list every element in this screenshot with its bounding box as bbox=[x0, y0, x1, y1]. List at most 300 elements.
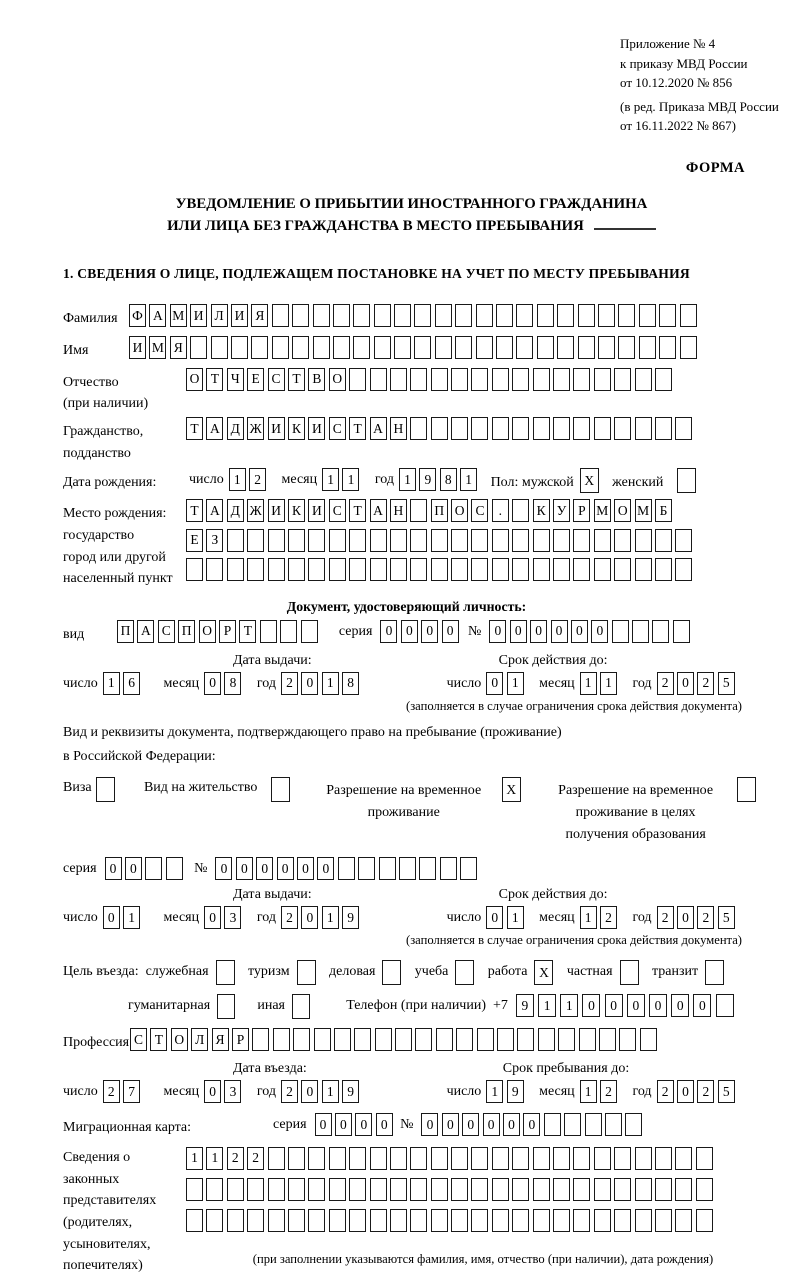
char-box[interactable]: М bbox=[594, 499, 611, 522]
char-box[interactable] bbox=[553, 368, 570, 391]
char-box[interactable] bbox=[492, 417, 509, 440]
char-box[interactable]: 0 bbox=[693, 994, 711, 1017]
char-box[interactable] bbox=[460, 857, 477, 880]
char-box[interactable] bbox=[557, 336, 574, 359]
surname-input[interactable] bbox=[129, 304, 700, 327]
char-box[interactable] bbox=[349, 529, 366, 552]
char-box[interactable] bbox=[655, 368, 672, 391]
char-box[interactable]: Р bbox=[219, 620, 236, 643]
name-input[interactable] bbox=[129, 336, 700, 359]
char-box[interactable]: В bbox=[308, 368, 325, 391]
char-box[interactable] bbox=[578, 304, 595, 327]
char-box[interactable] bbox=[431, 417, 448, 440]
char-box[interactable] bbox=[252, 1028, 269, 1051]
char-box[interactable] bbox=[471, 1209, 488, 1232]
char-box[interactable]: Т bbox=[186, 417, 203, 440]
char-box[interactable] bbox=[533, 1209, 550, 1232]
char-box[interactable]: И bbox=[308, 417, 325, 440]
char-box[interactable] bbox=[659, 336, 676, 359]
char-box[interactable]: 0 bbox=[591, 620, 608, 643]
char-box[interactable] bbox=[145, 857, 162, 880]
char-box[interactable]: 1 bbox=[580, 906, 597, 929]
char-box[interactable]: 0 bbox=[421, 1113, 438, 1136]
char-box[interactable] bbox=[598, 336, 615, 359]
char-box[interactable] bbox=[594, 529, 611, 552]
char-box[interactable] bbox=[166, 857, 183, 880]
char-box[interactable] bbox=[301, 620, 318, 643]
char-box[interactable] bbox=[455, 336, 472, 359]
char-box[interactable]: 5 bbox=[718, 1080, 735, 1103]
residence-permit-checkbox[interactable] bbox=[271, 776, 293, 802]
char-box[interactable] bbox=[492, 1147, 509, 1170]
char-box[interactable] bbox=[512, 368, 529, 391]
char-box[interactable] bbox=[544, 1113, 561, 1136]
char-box[interactable] bbox=[614, 368, 631, 391]
char-box[interactable] bbox=[354, 1028, 371, 1051]
char-box[interactable] bbox=[390, 1147, 407, 1170]
char-box[interactable] bbox=[410, 368, 427, 391]
char-box[interactable] bbox=[553, 1147, 570, 1170]
char-box[interactable] bbox=[292, 336, 309, 359]
char-box[interactable] bbox=[673, 620, 690, 643]
char-box[interactable]: К bbox=[533, 499, 550, 522]
residence-valid-day-input[interactable] bbox=[486, 906, 527, 929]
char-box[interactable]: 0 bbox=[256, 857, 273, 880]
char-box[interactable] bbox=[477, 1028, 494, 1051]
char-box[interactable] bbox=[349, 1209, 366, 1232]
char-box[interactable]: 0 bbox=[401, 620, 418, 643]
char-box[interactable] bbox=[471, 1147, 488, 1170]
char-box[interactable] bbox=[370, 1178, 387, 1201]
char-box[interactable]: 0 bbox=[571, 620, 588, 643]
char-box[interactable]: 2 bbox=[697, 672, 714, 695]
char-box[interactable]: 2 bbox=[600, 1080, 617, 1103]
char-box[interactable] bbox=[415, 1028, 432, 1051]
char-box[interactable] bbox=[573, 1209, 590, 1232]
char-box[interactable] bbox=[537, 336, 554, 359]
title-blank-line[interactable] bbox=[594, 216, 656, 230]
char-box[interactable] bbox=[374, 304, 391, 327]
identity-issue-month-input[interactable] bbox=[204, 672, 245, 695]
char-box[interactable]: Т bbox=[349, 417, 366, 440]
char-box[interactable]: 1 bbox=[206, 1147, 223, 1170]
char-box[interactable]: 0 bbox=[677, 906, 694, 929]
char-box[interactable] bbox=[492, 558, 509, 581]
identity-valid-year-input[interactable] bbox=[657, 672, 739, 695]
representatives-input-row3[interactable] bbox=[186, 1209, 716, 1232]
char-box[interactable] bbox=[410, 417, 427, 440]
char-box[interactable] bbox=[308, 1178, 325, 1201]
birth-year-input[interactable] bbox=[399, 468, 481, 491]
char-box[interactable]: 1 bbox=[103, 672, 120, 695]
residence-valid-year-input[interactable] bbox=[657, 906, 739, 929]
char-box[interactable] bbox=[206, 1209, 223, 1232]
char-box[interactable] bbox=[431, 368, 448, 391]
char-box[interactable] bbox=[451, 1147, 468, 1170]
doc-series-input[interactable] bbox=[380, 620, 462, 643]
char-box[interactable] bbox=[471, 529, 488, 552]
phone-input[interactable] bbox=[516, 994, 738, 1017]
stay-until-month-input[interactable] bbox=[580, 1080, 621, 1103]
char-box[interactable]: П bbox=[117, 620, 134, 643]
char-box[interactable]: 3 bbox=[224, 906, 241, 929]
citizenship-input[interactable] bbox=[186, 417, 696, 440]
char-box[interactable] bbox=[533, 1147, 550, 1170]
char-box[interactable] bbox=[186, 1209, 203, 1232]
char-box[interactable] bbox=[533, 529, 550, 552]
char-box[interactable]: 0 bbox=[355, 1113, 372, 1136]
char-box[interactable] bbox=[431, 558, 448, 581]
char-box[interactable]: 0 bbox=[277, 857, 294, 880]
char-box[interactable] bbox=[216, 960, 235, 985]
purpose-study-checkbox[interactable] bbox=[455, 960, 477, 985]
char-box[interactable] bbox=[292, 304, 309, 327]
char-box[interactable] bbox=[614, 1209, 631, 1232]
char-box[interactable] bbox=[471, 558, 488, 581]
char-box[interactable]: Л bbox=[211, 304, 228, 327]
char-box[interactable]: Т bbox=[206, 368, 223, 391]
char-box[interactable]: X bbox=[502, 777, 521, 802]
char-box[interactable]: М bbox=[635, 499, 652, 522]
char-box[interactable]: У bbox=[553, 499, 570, 522]
char-box[interactable]: 0 bbox=[530, 620, 547, 643]
char-box[interactable]: 0 bbox=[523, 1113, 540, 1136]
char-box[interactable] bbox=[635, 558, 652, 581]
char-box[interactable]: Н bbox=[390, 417, 407, 440]
char-box[interactable] bbox=[390, 529, 407, 552]
char-box[interactable]: О bbox=[171, 1028, 188, 1051]
residence-issue-year-input[interactable] bbox=[281, 906, 363, 929]
char-box[interactable]: 2 bbox=[697, 906, 714, 929]
char-box[interactable]: Р bbox=[232, 1028, 249, 1051]
char-box[interactable] bbox=[390, 368, 407, 391]
char-box[interactable]: 2 bbox=[281, 906, 298, 929]
char-box[interactable] bbox=[308, 558, 325, 581]
identity-issue-year-input[interactable] bbox=[281, 672, 363, 695]
char-box[interactable]: 2 bbox=[657, 906, 674, 929]
char-box[interactable]: 2 bbox=[281, 1080, 298, 1103]
char-box[interactable] bbox=[639, 304, 656, 327]
char-box[interactable] bbox=[451, 368, 468, 391]
char-box[interactable] bbox=[349, 368, 366, 391]
birth-place-input-row3[interactable] bbox=[186, 558, 696, 581]
char-box[interactable] bbox=[632, 620, 649, 643]
char-box[interactable] bbox=[533, 558, 550, 581]
entry-day-input[interactable] bbox=[103, 1080, 144, 1103]
char-box[interactable] bbox=[410, 558, 427, 581]
char-box[interactable]: 0 bbox=[297, 857, 314, 880]
char-box[interactable] bbox=[288, 558, 305, 581]
char-box[interactable]: 0 bbox=[503, 1113, 520, 1136]
char-box[interactable] bbox=[288, 529, 305, 552]
sex-male-checkbox[interactable] bbox=[580, 468, 602, 493]
char-box[interactable] bbox=[594, 1209, 611, 1232]
char-box[interactable] bbox=[612, 620, 629, 643]
char-box[interactable]: 0 bbox=[204, 672, 221, 695]
purpose-official-checkbox[interactable] bbox=[216, 960, 238, 985]
birth-month-input[interactable] bbox=[322, 468, 363, 491]
char-box[interactable] bbox=[390, 1209, 407, 1232]
char-box[interactable]: Л bbox=[191, 1028, 208, 1051]
char-box[interactable]: 9 bbox=[507, 1080, 524, 1103]
profession-input[interactable] bbox=[130, 1028, 660, 1051]
char-box[interactable] bbox=[440, 857, 457, 880]
char-box[interactable]: 1 bbox=[342, 468, 359, 491]
char-box[interactable] bbox=[308, 1147, 325, 1170]
residence-valid-month-input[interactable] bbox=[580, 906, 621, 929]
char-box[interactable]: 1 bbox=[507, 672, 524, 695]
char-box[interactable]: 0 bbox=[236, 857, 253, 880]
char-box[interactable]: 2 bbox=[227, 1147, 244, 1170]
char-box[interactable]: 0 bbox=[335, 1113, 352, 1136]
char-box[interactable]: О bbox=[614, 499, 631, 522]
char-box[interactable] bbox=[333, 304, 350, 327]
char-box[interactable] bbox=[375, 1028, 392, 1051]
residence-number-input[interactable] bbox=[215, 857, 480, 880]
char-box[interactable]: Ф bbox=[129, 304, 146, 327]
entry-month-input[interactable] bbox=[204, 1080, 245, 1103]
char-box[interactable]: С bbox=[329, 499, 346, 522]
char-box[interactable] bbox=[349, 1147, 366, 1170]
char-box[interactable] bbox=[553, 1178, 570, 1201]
char-box[interactable]: 0 bbox=[215, 857, 232, 880]
char-box[interactable]: Р bbox=[573, 499, 590, 522]
char-box[interactable] bbox=[655, 529, 672, 552]
char-box[interactable] bbox=[455, 304, 472, 327]
char-box[interactable] bbox=[573, 368, 590, 391]
char-box[interactable] bbox=[635, 529, 652, 552]
char-box[interactable] bbox=[313, 304, 330, 327]
sex-female-checkbox[interactable] bbox=[677, 468, 699, 493]
char-box[interactable] bbox=[358, 857, 375, 880]
char-box[interactable] bbox=[512, 1178, 529, 1201]
char-box[interactable] bbox=[496, 304, 513, 327]
char-box[interactable] bbox=[492, 1178, 509, 1201]
stay-until-year-input[interactable] bbox=[657, 1080, 739, 1103]
char-box[interactable]: И bbox=[308, 499, 325, 522]
char-box[interactable] bbox=[451, 529, 468, 552]
char-box[interactable]: 0 bbox=[376, 1113, 393, 1136]
char-box[interactable] bbox=[292, 994, 310, 1019]
char-box[interactable] bbox=[578, 336, 595, 359]
char-box[interactable] bbox=[558, 1028, 575, 1051]
char-box[interactable] bbox=[227, 1178, 244, 1201]
representatives-input-row2[interactable] bbox=[186, 1178, 716, 1201]
char-box[interactable] bbox=[414, 304, 431, 327]
birth-place-input-row1[interactable] bbox=[186, 499, 675, 522]
char-box[interactable] bbox=[635, 1178, 652, 1201]
char-box[interactable] bbox=[268, 1178, 285, 1201]
char-box[interactable] bbox=[399, 857, 416, 880]
char-box[interactable]: Т bbox=[288, 368, 305, 391]
char-box[interactable]: З bbox=[206, 529, 223, 552]
char-box[interactable] bbox=[382, 960, 401, 985]
char-box[interactable] bbox=[655, 1147, 672, 1170]
char-box[interactable] bbox=[308, 529, 325, 552]
char-box[interactable] bbox=[370, 1209, 387, 1232]
char-box[interactable] bbox=[618, 336, 635, 359]
char-box[interactable]: 0 bbox=[489, 620, 506, 643]
char-box[interactable] bbox=[231, 336, 248, 359]
char-box[interactable]: 1 bbox=[460, 468, 477, 491]
char-box[interactable]: И bbox=[190, 304, 207, 327]
char-box[interactable]: 0 bbox=[442, 1113, 459, 1136]
purpose-business-checkbox[interactable] bbox=[382, 960, 404, 985]
entry-year-input[interactable] bbox=[281, 1080, 363, 1103]
char-box[interactable] bbox=[655, 558, 672, 581]
char-box[interactable]: 2 bbox=[249, 468, 266, 491]
char-box[interactable] bbox=[451, 558, 468, 581]
char-box[interactable] bbox=[96, 777, 115, 802]
char-box[interactable]: 0 bbox=[204, 1080, 221, 1103]
char-box[interactable] bbox=[675, 417, 692, 440]
char-box[interactable] bbox=[390, 1178, 407, 1201]
char-box[interactable] bbox=[619, 1028, 636, 1051]
char-box[interactable] bbox=[675, 1147, 692, 1170]
char-box[interactable]: Б bbox=[655, 499, 672, 522]
char-box[interactable] bbox=[455, 960, 474, 985]
char-box[interactable] bbox=[338, 857, 355, 880]
char-box[interactable] bbox=[247, 1209, 264, 1232]
char-box[interactable] bbox=[410, 529, 427, 552]
char-box[interactable] bbox=[211, 336, 228, 359]
char-box[interactable] bbox=[517, 1028, 534, 1051]
char-box[interactable] bbox=[639, 336, 656, 359]
char-box[interactable]: С bbox=[329, 417, 346, 440]
char-box[interactable] bbox=[206, 1178, 223, 1201]
char-box[interactable] bbox=[390, 558, 407, 581]
char-box[interactable] bbox=[625, 1113, 642, 1136]
char-box[interactable] bbox=[620, 960, 639, 985]
char-box[interactable] bbox=[370, 368, 387, 391]
char-box[interactable]: А bbox=[370, 499, 387, 522]
char-box[interactable]: 1 bbox=[186, 1147, 203, 1170]
char-box[interactable] bbox=[512, 1209, 529, 1232]
char-box[interactable] bbox=[476, 304, 493, 327]
char-box[interactable]: Т bbox=[349, 499, 366, 522]
char-box[interactable] bbox=[516, 304, 533, 327]
char-box[interactable]: 1 bbox=[322, 906, 339, 929]
char-box[interactable]: 0 bbox=[125, 857, 142, 880]
char-box[interactable] bbox=[431, 529, 448, 552]
char-box[interactable] bbox=[329, 1209, 346, 1232]
char-box[interactable] bbox=[410, 1147, 427, 1170]
char-box[interactable] bbox=[512, 529, 529, 552]
char-box[interactable] bbox=[680, 304, 697, 327]
char-box[interactable] bbox=[635, 368, 652, 391]
char-box[interactable] bbox=[635, 417, 652, 440]
char-box[interactable] bbox=[268, 529, 285, 552]
char-box[interactable] bbox=[451, 1209, 468, 1232]
char-box[interactable] bbox=[471, 368, 488, 391]
char-box[interactable]: 1 bbox=[580, 672, 597, 695]
migration-series-input[interactable] bbox=[315, 1113, 397, 1136]
char-box[interactable] bbox=[512, 499, 529, 522]
purpose-humanitarian-checkbox[interactable] bbox=[217, 994, 239, 1019]
char-box[interactable]: 0 bbox=[301, 906, 318, 929]
char-box[interactable]: 9 bbox=[342, 1080, 359, 1103]
char-box[interactable]: 1 bbox=[322, 1080, 339, 1103]
char-box[interactable] bbox=[370, 529, 387, 552]
char-box[interactable]: 0 bbox=[510, 620, 527, 643]
char-box[interactable] bbox=[280, 620, 297, 643]
char-box[interactable]: 0 bbox=[317, 857, 334, 880]
char-box[interactable] bbox=[297, 960, 316, 985]
char-box[interactable] bbox=[288, 1209, 305, 1232]
char-box[interactable] bbox=[272, 304, 289, 327]
char-box[interactable] bbox=[329, 1178, 346, 1201]
char-box[interactable]: С bbox=[158, 620, 175, 643]
char-box[interactable] bbox=[329, 558, 346, 581]
char-box[interactable]: 0 bbox=[380, 620, 397, 643]
char-box[interactable]: И bbox=[268, 417, 285, 440]
char-box[interactable] bbox=[496, 336, 513, 359]
char-box[interactable]: Ж bbox=[247, 417, 264, 440]
char-box[interactable]: 7 bbox=[123, 1080, 140, 1103]
char-box[interactable]: 0 bbox=[301, 672, 318, 695]
char-box[interactable] bbox=[435, 336, 452, 359]
char-box[interactable] bbox=[579, 1028, 596, 1051]
identity-valid-day-input[interactable] bbox=[486, 672, 527, 695]
char-box[interactable] bbox=[675, 529, 692, 552]
char-box[interactable] bbox=[533, 1178, 550, 1201]
char-box[interactable]: 0 bbox=[486, 906, 503, 929]
char-box[interactable] bbox=[533, 417, 550, 440]
char-box[interactable]: Д bbox=[227, 417, 244, 440]
char-box[interactable]: 0 bbox=[204, 906, 221, 929]
char-box[interactable] bbox=[374, 336, 391, 359]
char-box[interactable]: 2 bbox=[247, 1147, 264, 1170]
char-box[interactable] bbox=[696, 1147, 713, 1170]
char-box[interactable]: О bbox=[451, 499, 468, 522]
char-box[interactable] bbox=[260, 620, 277, 643]
char-box[interactable]: Т bbox=[186, 499, 203, 522]
char-box[interactable] bbox=[476, 336, 493, 359]
char-box[interactable] bbox=[655, 1209, 672, 1232]
char-box[interactable]: 8 bbox=[224, 672, 241, 695]
char-box[interactable] bbox=[538, 1028, 555, 1051]
char-box[interactable] bbox=[640, 1028, 657, 1051]
char-box[interactable] bbox=[614, 558, 631, 581]
temp-residence-edu-checkbox[interactable] bbox=[737, 776, 759, 802]
char-box[interactable]: 1 bbox=[560, 994, 578, 1017]
char-box[interactable] bbox=[573, 529, 590, 552]
char-box[interactable] bbox=[410, 1209, 427, 1232]
char-box[interactable] bbox=[564, 1113, 581, 1136]
migration-number-input[interactable] bbox=[421, 1113, 645, 1136]
char-box[interactable] bbox=[677, 468, 696, 493]
char-box[interactable]: 0 bbox=[483, 1113, 500, 1136]
char-box[interactable]: 9 bbox=[419, 468, 436, 491]
purpose-transit-checkbox[interactable] bbox=[705, 960, 727, 985]
char-box[interactable] bbox=[451, 417, 468, 440]
char-box[interactable]: А bbox=[206, 499, 223, 522]
char-box[interactable] bbox=[605, 1113, 622, 1136]
char-box[interactable] bbox=[414, 336, 431, 359]
char-box[interactable] bbox=[533, 368, 550, 391]
char-box[interactable] bbox=[599, 1028, 616, 1051]
residence-issue-month-input[interactable] bbox=[204, 906, 245, 929]
char-box[interactable] bbox=[471, 1178, 488, 1201]
char-box[interactable]: О bbox=[199, 620, 216, 643]
char-box[interactable] bbox=[635, 1147, 652, 1170]
char-box[interactable]: 1 bbox=[580, 1080, 597, 1103]
char-box[interactable] bbox=[456, 1028, 473, 1051]
char-box[interactable] bbox=[680, 336, 697, 359]
char-box[interactable]: 0 bbox=[649, 994, 667, 1017]
char-box[interactable] bbox=[431, 1209, 448, 1232]
char-box[interactable] bbox=[206, 558, 223, 581]
